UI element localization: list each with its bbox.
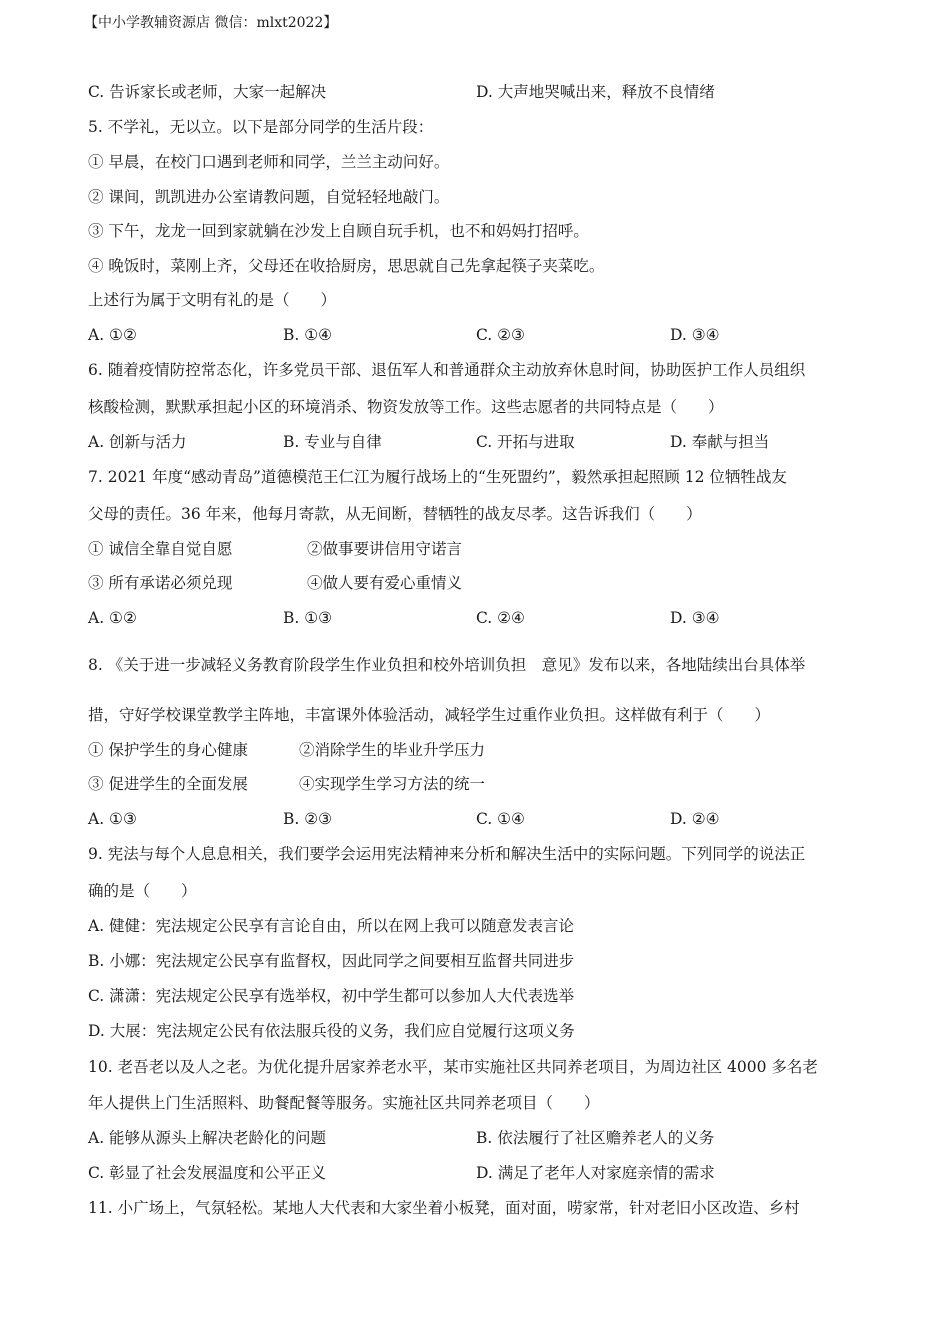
q7-option-d: D. ③④	[670, 609, 720, 627]
q8-option-a: A. ①③	[88, 810, 137, 828]
q5-item-3: ③ 下午，龙龙一回到家就躺在沙发上自顾自玩手机，也不和妈妈打招呼。	[88, 222, 589, 240]
q5-option-d: D. ③④	[670, 326, 720, 344]
q7-stem-line-2: 父母的责任。36 年来，他每月寄款，从无间断，替牺牲的战友尽孝。这告诉我们（ ）	[88, 505, 702, 523]
q4-option-c: C. 告诉家长或老师，大家一起解决	[88, 83, 327, 101]
q9-stem-line-2: 确的是（ ）	[88, 882, 197, 900]
q7-stem-line-1: 7. 2021 年度“感动青岛”道德模范王仁江为履行战场上的“生死盟约”，毅然承担起照顾 12 位牺牲战友	[88, 468, 787, 486]
q5-item-4: ④ 晚饭时，菜刚上齐，父母还在收拾厨房，思思就自己先拿起筷子夹菜吃。	[88, 257, 605, 275]
q5-option-a: A. ①②	[88, 326, 137, 344]
q8-option-b: B. ②③	[283, 810, 333, 828]
q7-item-2: ②做事要讲信用守诺言	[307, 540, 463, 558]
q9-option-a: A. 健健：宪法规定公民享有言论自由，所以在网上我可以随意发表言论	[88, 917, 575, 935]
q6-option-a: A. 创新与活力	[88, 433, 187, 451]
q7-option-c: C. ②④	[476, 609, 525, 627]
q9-stem-line-1: 9. 宪法与每个人息息相关，我们要学会运用宪法精神来分析和解决生活中的实际问题。下列同学的说法正	[88, 845, 806, 863]
q9-option-b: B. 小娜：宪法规定公民享有监督权，因此同学之间要相互监督共同进步	[88, 952, 575, 970]
q5-option-c: C. ②③	[476, 326, 525, 344]
q8-stem-line-1: 8. 《关于进一步减轻义务教育阶段学生作业负担和校外培训负担 意见》发布以来，各地陆续出台具体举	[88, 656, 806, 674]
q7-option-a: A. ①②	[88, 609, 137, 627]
q6-option-c: C. 开拓与进取	[476, 433, 575, 451]
q11-stem-line-1: 11. 小广场上，气氛轻松。某地人大代表和大家坐着小板凳，面对面，唠家常，针对老旧小区改造、乡村	[88, 1199, 800, 1217]
q10-stem-line-2: 年人提供上门生活照料、助餐配餐等服务。实施社区共同养老项目（ ）	[88, 1094, 600, 1112]
q10-option-a: A. 能够从源头上解决老龄化的问题	[88, 1129, 327, 1147]
q10-option-d: D. 满足了老年人对家庭亲情的需求	[476, 1164, 715, 1182]
q6-stem-line-1: 6. 随着疫情防控常态化，许多党员干部、退伍军人和普通群众主动放弃休息时间，协助医护工作人员组织	[88, 361, 806, 379]
q7-option-b: B. ①③	[283, 609, 333, 627]
q6-options	[0, 432, 950, 452]
q5-item-2: ② 课间，凯凯进办公室请教问题，自觉轻轻地敲门。	[88, 188, 450, 206]
q10-stem-line-1: 10. 老吾老以及人之老。为优化提升居家养老水平，某市实施社区共同养老项目，为周边社区 4000 多名老	[88, 1058, 818, 1076]
q7-items-row-2	[0, 573, 950, 593]
q8-option-c: C. ①④	[476, 810, 525, 828]
q10-option-b: B. 依法履行了社区赡养老人的义务	[476, 1129, 715, 1147]
q7-item-4: ④做人要有爱心重情义	[307, 574, 463, 592]
q7-item-3: ③ 所有承诺必须兑现	[88, 574, 233, 592]
q8-item-3: ③ 促进学生的全面发展	[88, 775, 248, 793]
q4-options	[0, 82, 950, 102]
q8-item-1: ① 保护学生的身心健康	[88, 741, 248, 759]
q7-options	[0, 608, 950, 628]
q4-option-d: D. 大声地哭喊出来，释放不良情绪	[476, 83, 715, 101]
q8-stem-line-2: 措，守好学校课堂教学主阵地，丰富课外体验活动，减轻学生过重作业负担。这样做有利于（ ）	[88, 706, 771, 724]
q5-option-b: B. ①④	[283, 326, 333, 344]
q9-option-c: C. 潇潇：宪法规定公民享有选举权，初中学生都可以参加人大代表选举	[88, 987, 575, 1005]
q8-item-4: ④实现学生学习方法的统一	[299, 775, 486, 793]
q8-items-row-2	[0, 774, 950, 794]
q7-item-1: ① 诚信全靠自觉自愿	[88, 540, 233, 558]
q6-stem-line-2: 核酸检测，默默承担起小区的环境消杀、物资发放等工作。这些志愿者的共同特点是（ ）	[88, 398, 724, 416]
q5-options	[0, 325, 950, 345]
q10-options-row-2	[0, 1163, 950, 1183]
q5-item-1: ① 早晨，在校门口遇到老师和同学，兰兰主动问好。	[88, 153, 450, 171]
q10-option-c: C. 彰显了社会发展温度和公平正义	[88, 1164, 327, 1182]
q8-item-2: ②消除学生的毕业升学压力	[299, 741, 486, 759]
watermark-header: 【中小学教辅资源店 微信：mlxt2022】	[84, 15, 338, 31]
q8-options	[0, 809, 950, 829]
q10-options-row-1	[0, 1128, 950, 1148]
q6-option-d: D. 奉献与担当	[670, 433, 770, 451]
q9-option-d: D. 大展：宪法规定公民有依法服兵役的义务，我们应自觉履行这项义务	[88, 1022, 575, 1040]
q8-option-d: D. ②④	[670, 810, 720, 828]
q5-question: 上述行为属于文明有礼的是（ ）	[88, 291, 337, 309]
q8-items-row-1	[0, 740, 950, 760]
q6-option-b: B. 专业与自律	[283, 433, 382, 451]
q7-items-row-1	[0, 539, 950, 559]
q5-stem: 5. 不学礼，无以立。以下是部分同学的生活片段：	[88, 118, 434, 136]
